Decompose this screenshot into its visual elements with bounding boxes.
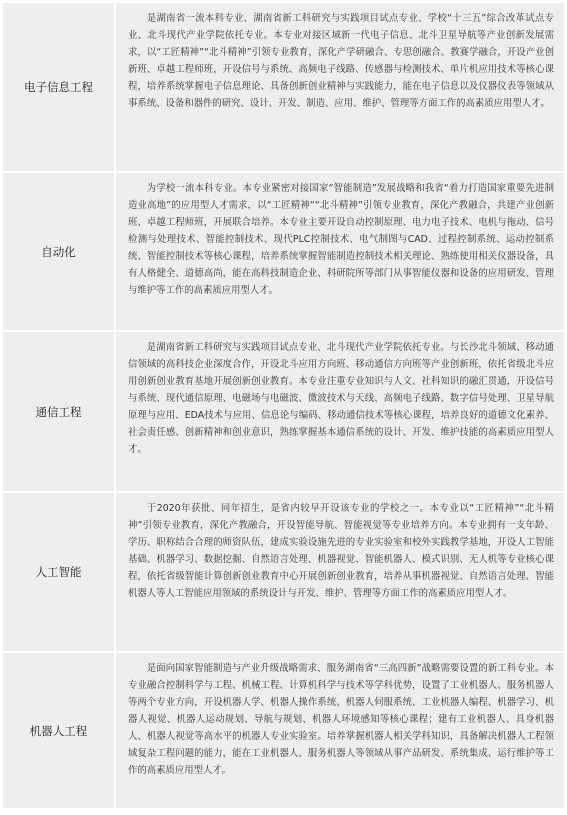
major-row-electronic-information bbox=[3, 3, 564, 173]
major-name: 人工智能 bbox=[3, 493, 116, 651]
major-row-communication bbox=[3, 332, 564, 493]
majors-table bbox=[3, 3, 564, 810]
major-description: 于2020年获批、同年招生，是省内较早开设该专业的学校之一。本专业以“工匠精神”“北斗精神”引领专业教育，深化产教融合，开设智能导航、智能视觉等专业培养方向。本专业拥有一支年龄、学历、职称结合合理的师资队伍，建成实验设施先进的专业实验室和校外实践教学基地，开设人工智能基础、机器学习、数据挖掘、自然语言处理、机器视觉、智能机器人、模式识别、无人机等专业核心课程，依托省级智能计算创新创业教育中心开展创新创业教育，培养从事机器视觉、自然语言处理、智能机器人等人工智能应用领域的系统设计与开发、维护、管理等方面工作的高素质应用型人才。 bbox=[128, 503, 554, 599]
major-name: 自动化 bbox=[3, 173, 116, 330]
major-row-artificial-intelligence bbox=[3, 493, 564, 653]
major-row-automation bbox=[3, 173, 564, 332]
major-name: 电子信息工程 bbox=[3, 3, 116, 171]
major-description: 是湖南省新工科研究与实践项目试点专业、北斗现代产业学院依托专业。与长沙北斗领域、移动通信领域的高科技企业深度合作，开设北斗应用方向班、移动通信方向班等产业创新班，依托省级北斗应用创新创业教育基地开展创新创业教育。本专业注重专业知识与人文、社科知识的融汇贯通，开设信号与系统、现代通信原理、电磁场与电磁波、微波技术与天线、高频电子线路、数字信号处理、卫星导航原理与应用、EDA技术与应用、信息论与编码、移动通信技术等核心课程，培养良好的道德文化素养、社会责任感、创新精神和创业意识，熟练掌握基本通信系统的设计、开发、维护技能的高素质应用型人才。 bbox=[128, 342, 554, 455]
major-name: 通信工程 bbox=[3, 332, 116, 491]
major-description: 为学校一流本科专业。本专业紧密对接国家“智能制造”发展战略和我省“着力打造国家重要先进制造业高地”的应用型人才需求，以“工匠精神”“北斗精神”引领专业教育，深化产教融合，共建产业创新班、卓越工程师班，开展联合培养。本专业主要开设自动控制原理、电力电子技术、电机与拖动、信号检测与处理技术、智能控制技术、现代PLC控制技术、电气制图与CAD、过程控制系统、运动控制系统、智能控制技术等核心课程，培养系统掌握智能制造控制技术相关理论、熟练使用相关仪器设备，具有人格健全、道德高尚，能在高科技制造企业、科研院所等部门从事智能仪器和设备的应用研发、管理与维护等工作的高素质应用型人才。 bbox=[128, 183, 554, 296]
major-row-robotics bbox=[3, 653, 564, 810]
major-name: 机器人工程 bbox=[3, 653, 116, 808]
major-description: 是面向国家智能制造与产业升级战略需求、服务湖南省“三高四新”战略需要设置的新工科专业。本专业融合控制科学与工程、机械工程、计算机科学与技术等学科优势，设置了工业机器人、服务机器人等两个专业方向，开设机器人学、机器人操作系统、机器人伺服系统、工业机器人编程、机器学习、机器人视觉、机器人运动规划、导航与规划、机器人环境感知等核心课程；建有工业机器人、具身机器人、机器人视觉等高水平的机器人专业实验室。培养掌握机器人相关学科知识，具备解决机器人工程领域复杂工程问题的能力，能在工业机器人、服务机器人等领域从事产品研发、系统集成、运行维护等工作的高素质应用型人才。 bbox=[128, 663, 554, 776]
major-description: 是湖南省一流本科专业、湖南省新工科研究与实践项目试点专业、学校“十三五”综合改革试点专业、北斗现代产业学院依托专业。本专业对接区域新一代电子信息、北斗卫星导航等产业创新发展需求，以“工匠精神”“北斗精神”引领专业教育，深化产学研融合、专思创融合、教赛学融合，开设产业创新班、卓越工程师班，开设信号与系统、高频电子线路、传感器与检测技术、单片机应用技术等核心课程，培养系统掌握电子信息理论、具备创新创业精神与实践能力，能在电子信息以及仪器仪表等领域从事系统、设备和器件的研究、设计、开发、制造、应用、维护、管理等方面工作的高素质应用型人才。 bbox=[128, 13, 554, 109]
